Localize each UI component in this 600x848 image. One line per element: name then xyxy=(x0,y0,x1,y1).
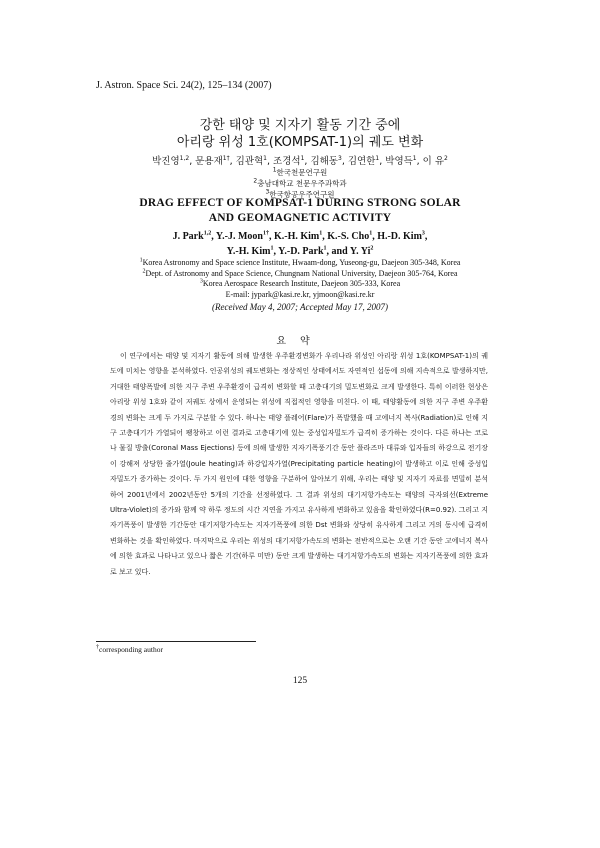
author-name: 조경석 xyxy=(273,156,301,167)
english-title-line-1: DRAG EFFECT OF KOMPSAT-1 DURING STRONG SOLAR xyxy=(139,197,461,209)
author-name: 이 유 xyxy=(422,156,445,167)
abstract-text: 이 연구에서는 태양 및 지자기 활동에 의해 발생한 우주환경변화가 우리나라 위성인 아리랑 위성 1호(KOMPSAT-1)의 궤도에 미치는 영향을 분석하였다. 인공위성의 궤도변화는 정상적인 상태에서도 자연적인 섭동에 의해 지속적으로 발생하지만, 거대한 태양폭발에 의한 지구 주변 우주환경이 급격히 변화할 때 고층대기의 밀도변화로 크게 발생한다. 특히 이러한 현상은 아리랑 위성 1호와 같이 저궤도 상에서 운영되는 위성에 직접적인 영향을 미친다. 이 때, 태양활동에 의한 지구 주변 우주환경의 변화는 크게 두 가지로 구분할 수 있다. 하나는 태양 플레어(Flare)가 폭발했을 때 고에너지 복사(Radiation)로 인해 지구 고층대기가 가열되어 팽창하고 이런 결과로 고층대기에 있는 중성입자밀도가 급격히 증가하는 것이다. 다른 하나는 코로나 물질 방출(Coronal Mass Ejections) 등에 의해 발생한 지자기폭풍기간 동안 플라즈마 대류와 입자들의 하강으로 전기장이 강해져 상당한 줄가열(Joule heating)과 하강입자가열(Precipitating particle heating)이 발생하고 이로 인해 중성입자밀도가 증가하는 것이다. 두 가지 원인에 대한 영향을 구분하여 알아보기 위해, 우리는 태양 및 지자기 자료를 면밀히 분석하여 2001년에서 2002년동안 5개의 기간을 선정하였다. 그 결과 위성의 대기저항가속도는 태양의 극자외선(Extreme Ultra-Violet)의 증가와 함께 약 하루 정도의 시간 지연을 가지고 유사하게 변화하고 있음을 확인하였다(R=0.92). 그리고 지자기폭풍이 발생한 기간동안 대기저항가속도는 지자기폭풍에 의한 Dst 변화와 상당히 유사하게 그리고 거의 동시에 급격히 변화하는 것을 확인하였다. 마지막으로 우리는 위성의 대기저항가속도의 변화는 전반적으로는 오랜 기간 동안 고에너지 복사에 의한 효과로 나타나고 있으나 짧은 기간(하루 미만) 동안 크게 발생하는 대기저항가속도의 변화는 지자기폭풍에 의한 효과로 보고 있다. xyxy=(110,352,488,576)
author-name: Y. Yi xyxy=(349,246,371,257)
author-name: Y.-D. Park xyxy=(278,246,324,257)
english-affiliation xyxy=(60,258,540,269)
author-affiliation-mark: 1† xyxy=(262,230,269,237)
korean-title xyxy=(60,117,540,151)
author-affiliation-mark: 2 xyxy=(370,245,374,252)
author-email: E-mail: jypark@kasi.re.kr, yjmoon@kasi.re.kr xyxy=(225,289,375,299)
affiliation-text: 충남대학교 천문우주과학과 xyxy=(257,179,347,188)
affiliation-mark: 2 xyxy=(253,177,258,185)
author-affiliation-mark: 1 xyxy=(319,230,323,237)
author-name: K.-S. Cho xyxy=(327,231,370,242)
english-affiliations xyxy=(60,258,540,300)
author-affiliation-mark: 2 xyxy=(444,154,448,162)
journal-citation: J. Astron. Space Sci. 24(2), 125–134 (2007) xyxy=(96,80,272,91)
korean-title-line-1: 강한 태양 및 지자기 활동 기간 중에 xyxy=(199,118,401,133)
page-number: 125 xyxy=(292,676,308,686)
affiliation-text: 한국항공우주연구원 xyxy=(269,190,335,199)
author-affiliation-mark: 1,2 xyxy=(203,230,212,237)
affiliation-mark: 1 xyxy=(139,257,143,264)
author-name: K.-H. Kim xyxy=(273,231,320,242)
author-name: 박영득 xyxy=(385,156,413,167)
korean-affiliation xyxy=(60,178,540,189)
affiliation-mark: 3 xyxy=(265,188,270,196)
english-affiliation-list xyxy=(60,258,540,290)
author-name: 박진영 xyxy=(152,156,180,167)
author-name: 김해동 xyxy=(310,156,338,167)
author-affiliation-mark: 1 xyxy=(412,154,417,162)
author-affiliation-mark: 1 xyxy=(375,154,380,162)
english-authors xyxy=(60,229,540,259)
author-name: 문용재 xyxy=(195,156,223,167)
affiliation-mark: 3 xyxy=(199,278,203,285)
english-affiliation xyxy=(60,279,540,290)
author-name: 김연한 xyxy=(347,156,376,167)
affiliation-text: Korea Astronomy and Space science Institute, Hwaam-dong, Yuseong-gu, Daejeon 305-348, Korea xyxy=(142,258,461,267)
author-affiliation-mark: 1 xyxy=(270,245,274,252)
author-affiliation-mark: 3 xyxy=(337,154,342,162)
affiliation-text: Dept. of Astronomy and Space Science, Chungnam National University, Daejeon 305-764, Korea xyxy=(145,268,458,278)
author-name: 김관혁 xyxy=(235,156,264,167)
abstract-heading: 요약 xyxy=(276,336,324,347)
affiliation-mark: 1 xyxy=(272,166,277,174)
english-affiliation xyxy=(60,269,540,280)
author-name: Y.-H. Kim xyxy=(226,246,271,257)
english-title xyxy=(60,196,540,226)
footnote xyxy=(96,645,163,654)
received-accepted-dates: (Received May 4, 2007; Accepted May 17, 2007) xyxy=(211,302,388,312)
affiliation-mark: 2 xyxy=(142,267,146,274)
footnote-mark: † xyxy=(96,644,99,651)
author-affiliation-mark: 1 xyxy=(263,154,267,162)
author-affiliation-mark: 3 xyxy=(421,230,425,237)
korean-affiliation xyxy=(60,167,540,178)
korean-title-line-2: 아리랑 위성 1호(KOMPSAT-1)의 궤도 변화 xyxy=(176,135,424,150)
footnote-text: corresponding author xyxy=(99,645,163,654)
affiliation-text: Korea Aerospace Research Institute, Daejeon 305-333, Korea xyxy=(202,279,401,288)
english-authors-line-1: J. Park$^{1,2}$, Y.-J. Moon$^{1\dagger}$, K.-H. Kim$^1$, K.-S. Cho$^1$, H.-D. Kim$^3$, xyxy=(172,230,428,242)
author-name: Y.-J. Moon xyxy=(215,231,263,242)
korean-authors: 박진영$^{1,2}$, 문용재$^{1\dagger}$, 김관혁$^1$, 조경석$^1$, 김해동$^3$, 김연한$^1$, 박영득$^1$, 이 유$^2$ xyxy=(152,154,448,167)
affiliation-text: 한국천문연구원 xyxy=(276,168,328,177)
author-affiliation-mark: 1 xyxy=(323,245,327,252)
author-affiliation-mark: 1,2 xyxy=(179,154,190,162)
author-affiliation-mark: 1 xyxy=(300,154,305,162)
footnote-rule xyxy=(96,641,256,642)
author-name: J. Park xyxy=(172,231,204,242)
author-name: H.-D. Kim xyxy=(377,231,422,242)
author-affiliation-mark: 1† xyxy=(222,154,230,162)
english-title-line-2: AND GEOMAGNETIC ACTIVITY xyxy=(208,212,392,224)
english-authors-line-2: Y.-H. Kim$^1$, Y.-D. Park$^1$, and Y. Yi$^2$ xyxy=(226,245,374,257)
author-affiliation-mark: 1 xyxy=(369,230,373,237)
